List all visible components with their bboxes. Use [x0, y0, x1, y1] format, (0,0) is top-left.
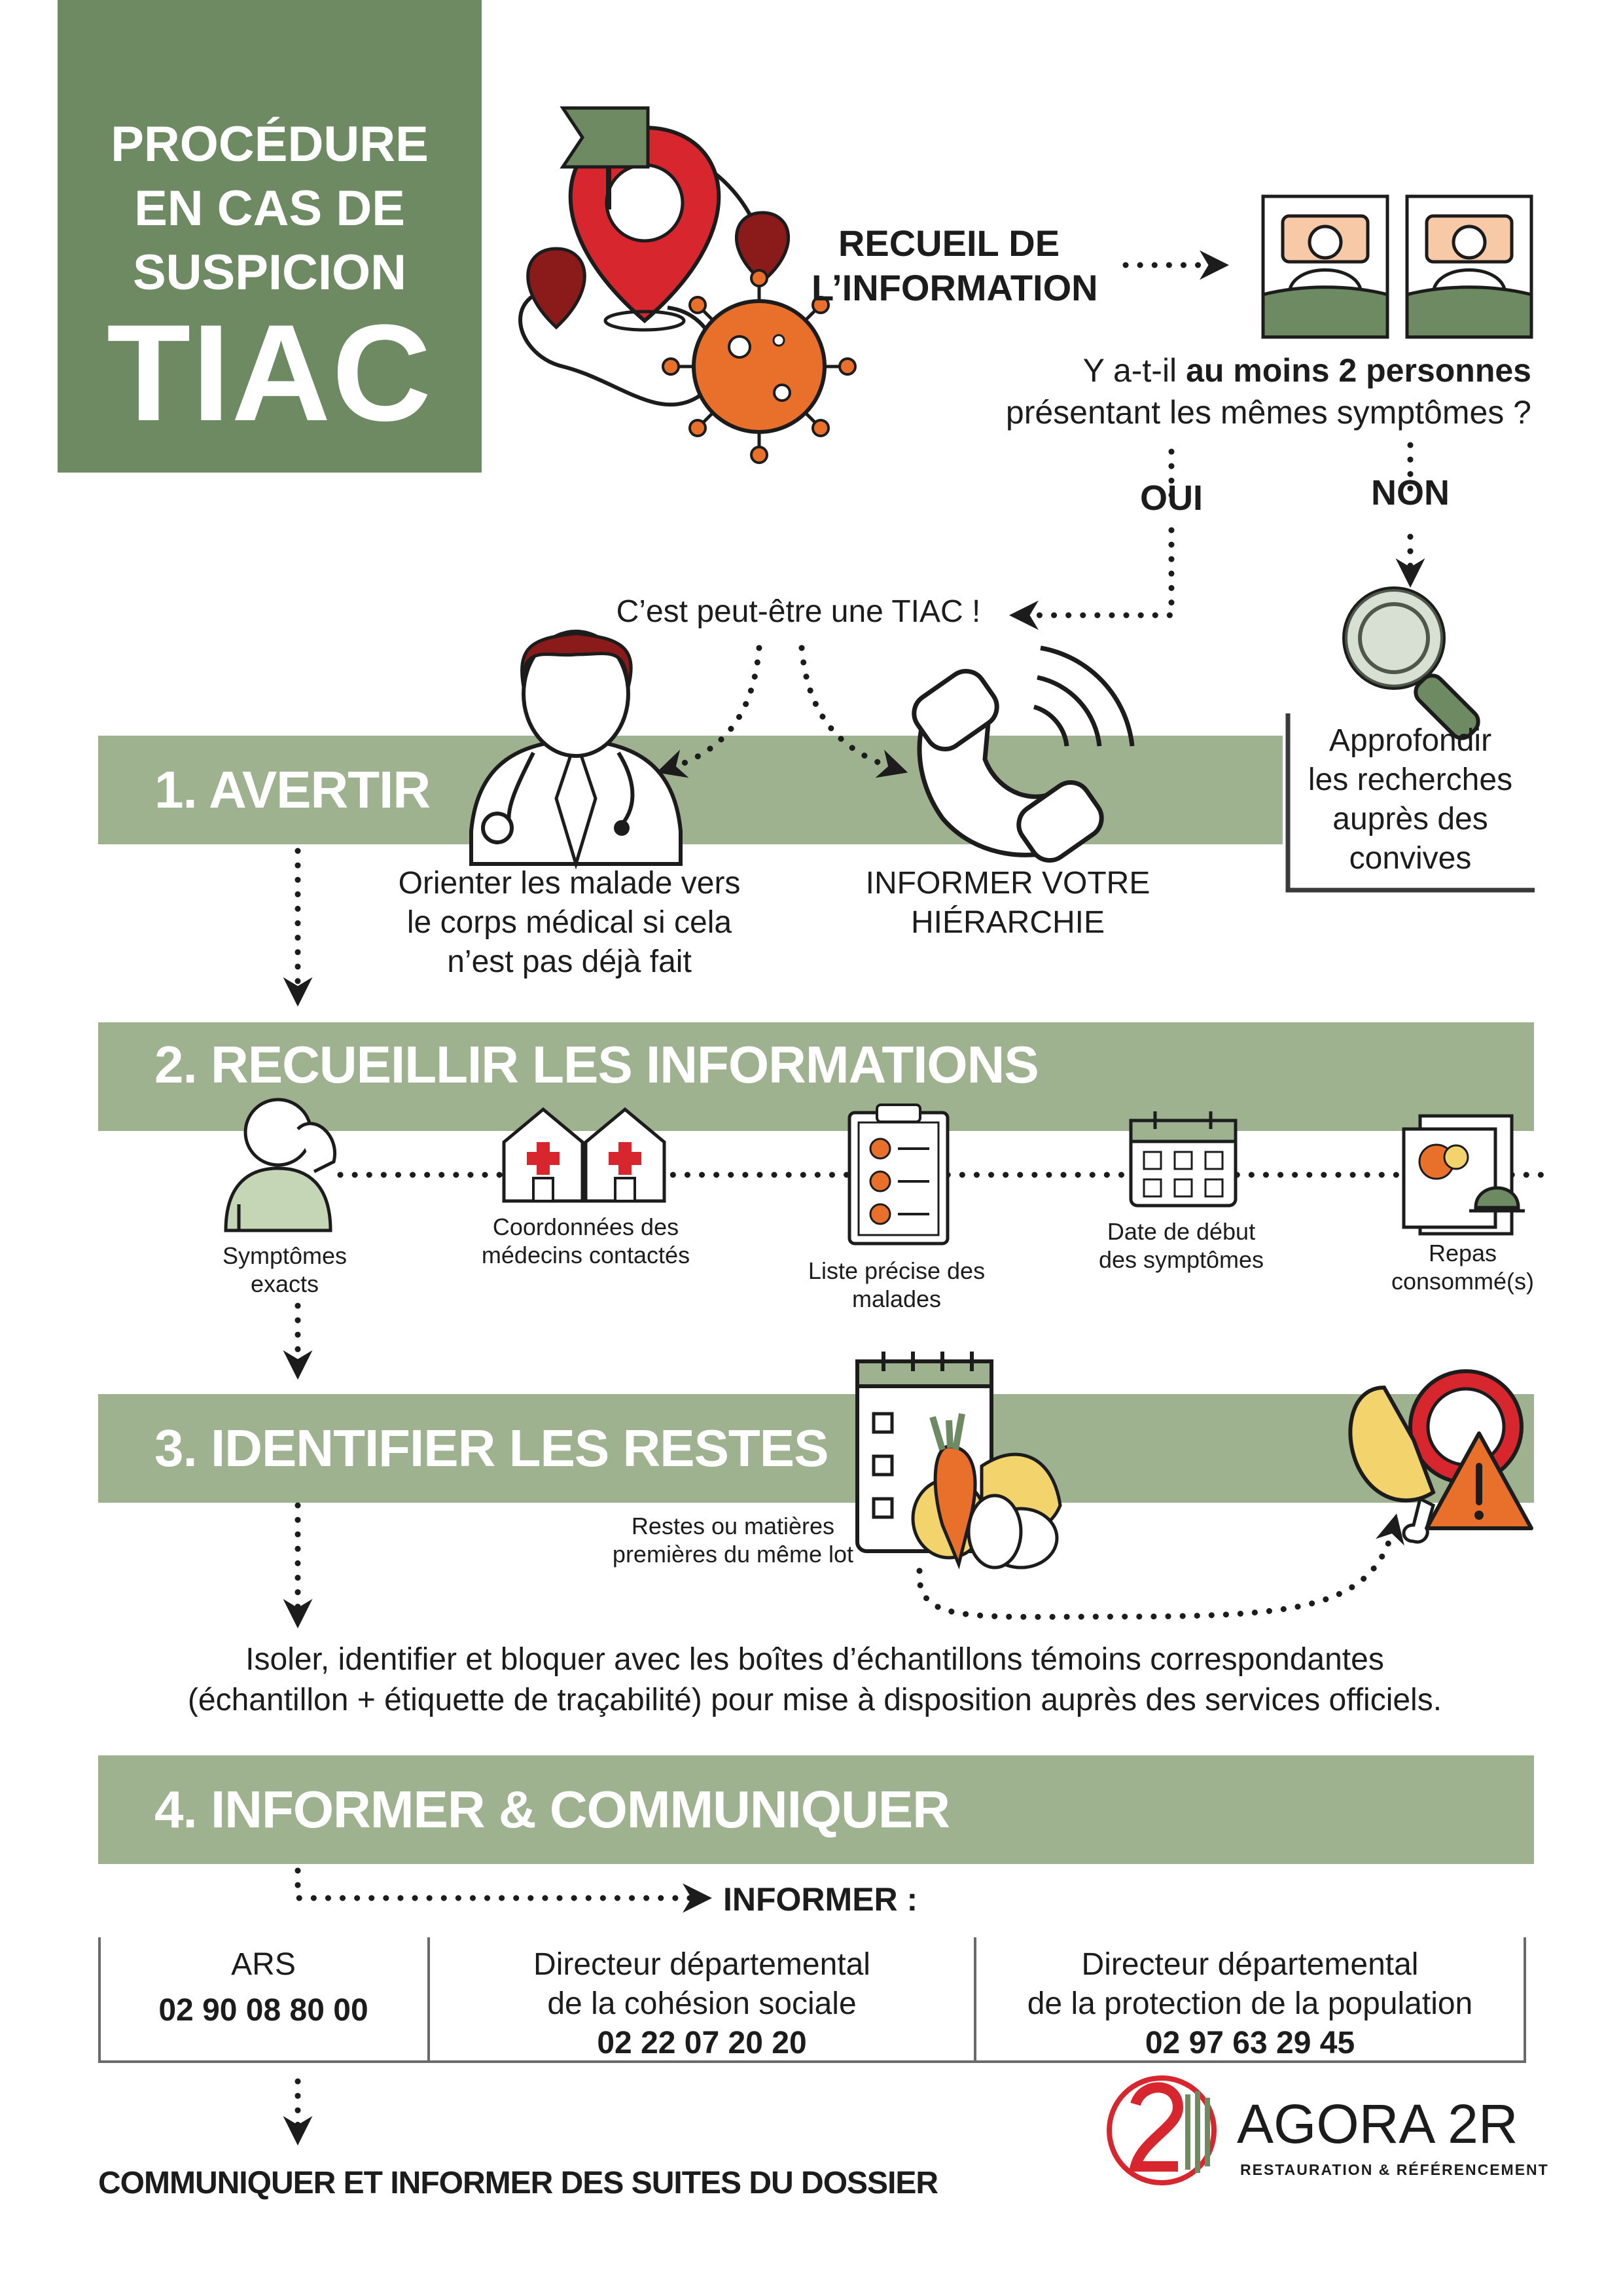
contact-ars	[101, 1945, 425, 2030]
item-date-line-2: des symptômes	[1098, 1246, 1264, 1273]
item-date	[1070, 1217, 1293, 1274]
sick-people-icon	[1263, 196, 1531, 337]
isoler-text	[98, 1640, 1531, 1721]
question-bold: au moins 2 personnes	[1186, 352, 1531, 389]
answer-oui: OUI	[1139, 478, 1203, 518]
approfondir-line-2: les recherches	[1308, 762, 1513, 797]
doctor-icon	[471, 632, 681, 864]
title-line-3: SUSPICION	[132, 245, 407, 300]
contact-ddpp	[978, 1945, 1522, 2063]
informer-hierarchie-text	[825, 864, 1191, 942]
item-coordonnees-line-1: Coordonnées des	[492, 1213, 679, 1240]
item-symptomes-line-2: exacts	[250, 1270, 319, 1297]
isoler-line-2: (échantillon + étiquette de traçabilité) pour mise à disposition auprès des services officiels.	[187, 1683, 1442, 1717]
informer-label: INFORMER :	[723, 1881, 918, 1918]
contact-ddcs-line-1: Directeur départemental	[533, 1947, 870, 1982]
informer-line-2: HIÉRARCHIE	[910, 905, 1105, 940]
maybe-tiac-text: C’est peut-être une TIAC !	[616, 594, 981, 629]
orienter-line-3: n’est pas déjà fait	[447, 944, 692, 979]
approfondir-text	[1293, 721, 1528, 878]
item-date-line-1: Date de début	[1107, 1218, 1256, 1245]
restes-line-2: premières du même lot	[612, 1541, 854, 1568]
approfondir-line-3: auprès des	[1332, 802, 1488, 836]
calendar-icon	[1131, 1111, 1236, 1206]
agora-logo-icon	[1109, 2078, 1214, 2183]
question-line-2: présentant les mêmes symptômes ?	[1005, 394, 1531, 431]
orienter-line-2: le corps médical si cela	[406, 905, 732, 940]
title-line-1: PROCÉDURE	[111, 117, 429, 172]
magnifier-icon	[1345, 589, 1483, 743]
contact-ddpp-line-1: Directeur départemental	[1081, 1947, 1419, 1982]
informer-line-1: INFORMER VOTRE	[865, 866, 1150, 901]
recueil-line-1: RECUEIL DE	[838, 223, 1060, 264]
item-coordonnees-line-2: médecins contactés	[481, 1242, 690, 1268]
answer-non: NON	[1371, 473, 1450, 512]
item-liste	[779, 1257, 1014, 1313]
contact-ars-name: ARS	[231, 1947, 296, 1982]
contact-ddcs-line-2: de la cohésion sociale	[547, 1986, 857, 2021]
restes-line-1: Restes ou matières	[631, 1513, 835, 1539]
title-tiac: TIAC	[107, 296, 433, 450]
contact-ddpp-phone: 02 97 63 29 45	[1145, 2026, 1355, 2060]
step-4-label: 4. INFORMER & COMMUNIQUER	[154, 1780, 950, 1839]
isoler-line-1: Isoler, identifier et bloquer avec les boîtes d’échantillons témoins correspondantes	[245, 1642, 1384, 1677]
restes-text	[589, 1512, 877, 1568]
item-repas-line-1: Repas	[1428, 1240, 1497, 1266]
item-symptomes-line-1: Symptômes	[222, 1242, 348, 1269]
contact-ddcs-phone: 02 22 07 20 20	[597, 2026, 807, 2060]
item-liste-line-2: malades	[851, 1285, 942, 1312]
approfondir-line-1: Approfondir	[1329, 723, 1492, 758]
symptoms-person-icon	[226, 1100, 335, 1230]
communiquer-text: COMMUNIQUER ET INFORMER DES SUITES DU DOSSIER	[98, 2166, 938, 2200]
approfondir-line-4: convives	[1349, 841, 1472, 876]
question-text	[929, 350, 1531, 433]
contact-ddpp-line-2: de la protection de la population	[1027, 1986, 1473, 2021]
item-repas	[1361, 1239, 1564, 1295]
logo-name: AGORA 2R	[1237, 2093, 1518, 2155]
item-symptomes	[177, 1242, 393, 1298]
step-3-label: 3. IDENTIFIER LES RESTES	[154, 1419, 829, 1477]
recueil-line-2: L’INFORMATION	[812, 267, 1098, 308]
meal-menu-icon	[1404, 1116, 1525, 1234]
logo-tagline: RESTAURATION & RÉFÉRENCEMENT	[1240, 2161, 1549, 2178]
recueil-label	[812, 221, 1098, 310]
orienter-text	[366, 864, 772, 982]
contact-ars-phone: 02 90 08 80 00	[158, 1993, 368, 2028]
question-pre: Y a-t-il	[1082, 352, 1186, 389]
patient-list-icon	[849, 1105, 948, 1244]
map-pin-virus-icon	[520, 108, 855, 463]
step-2-label: 2. RECUEILLIR LES INFORMATIONS	[154, 1035, 1039, 1094]
item-liste-line-1: Liste précise des	[808, 1257, 986, 1284]
item-repas-line-2: consommé(s)	[1391, 1268, 1535, 1295]
orienter-line-1: Orienter les malade vers	[398, 866, 741, 901]
phone-icon	[906, 648, 1132, 868]
warning-food-icon	[1350, 1371, 1531, 1542]
contact-ddcs	[432, 1945, 972, 2063]
step-1-label: 1. AVERTIR	[154, 761, 431, 819]
title-line-2: EN CAS DE	[134, 181, 405, 236]
food-checklist-icon	[857, 1352, 1060, 1568]
item-coordonnees	[458, 1213, 713, 1269]
hospital-icon	[504, 1109, 664, 1201]
